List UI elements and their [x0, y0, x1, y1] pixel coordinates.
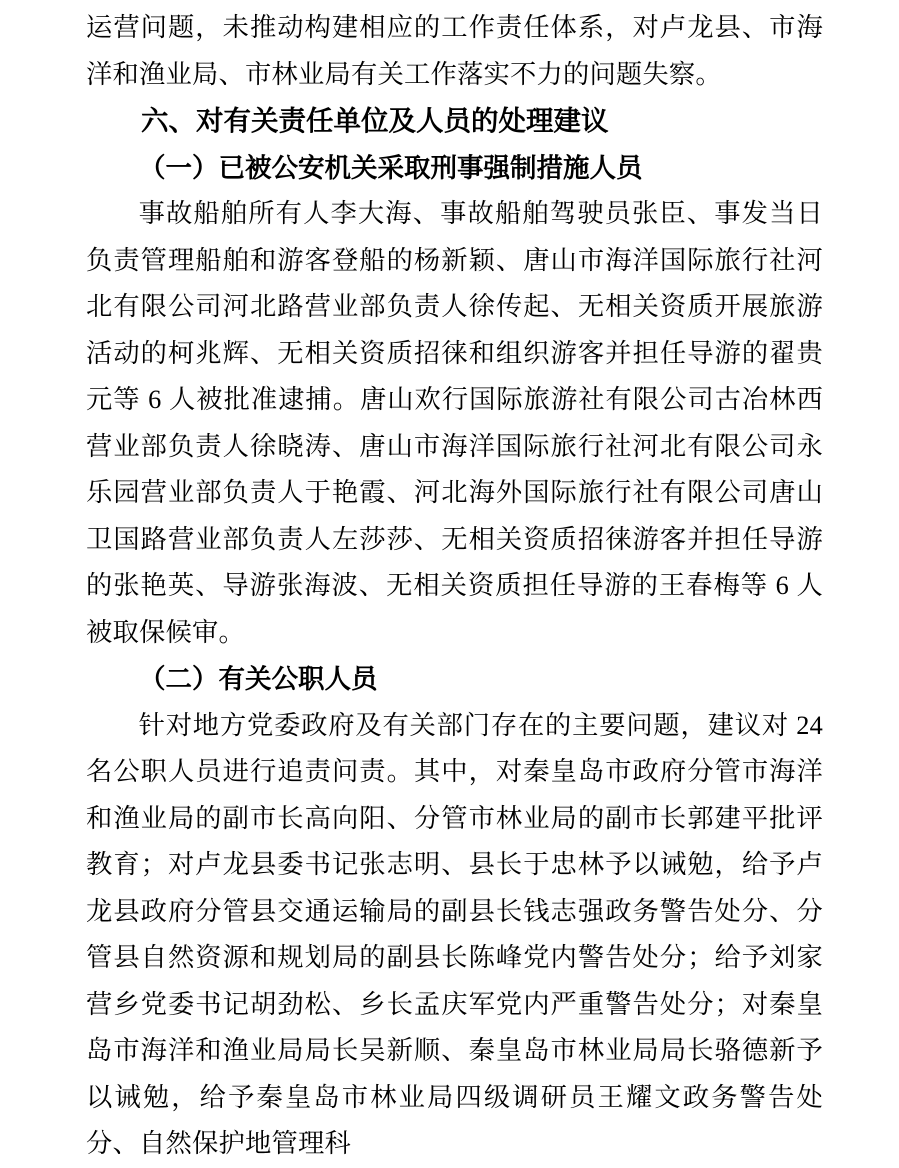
paragraph-continuation: 运营问题，未推动构建相应的工作责任体系，对卢龙县、市海洋和渔业局、市林业局有关工作落实不力的问题失察。 — [86, 13, 823, 89]
subsection-heading-two: （二）有关公职人员 — [139, 664, 378, 694]
paragraph-public-officials: 针对地方党委政府及有关部门存在的主要问题，建议对 24 名公职人员进行追责问责。其中，对秦皇岛市政府分管市海洋和渔业局的副市长高向阳、分管市林业局的副市长郭建平批评教育；对卢龙县委书记张志明、县长于忠林予以诫勉，给予卢龙县政府分管县交通运输局的副县长钱志强政务警告处分、分管县自然资源和规划局的副县长陈峰党内警告处分；给予刘家营乡党委书记胡劲松、乡长孟庆军党内严重警告处分；对秦皇岛市海洋和渔业局局长吴新顺、秦皇岛市林业局局长骆德新予以诫勉，给予秦皇岛市林业局四级调研员王耀文政务警告处分、自然保护地管理科 — [86, 710, 823, 1158]
subsection-heading-one: （一）已被公安机关采取刑事强制措施人员 — [139, 152, 643, 183]
paragraph-criminal-measures: 事故船舶所有人李大海、事故船舶驾驶员张臣、事发当日负责管理船舶和游客登船的杨新颖、唐山市海洋国际旅行社河北有限公司河北路营业部负责人徐传起、无相关资质开展旅游活动的柯兆辉、无相关资质招徕和组织游客并担任导游的翟贵元等 6 人被批准逮捕。唐山欢行国际旅游社有限公司古冶林西营业部负责人徐晓涛、唐山市海洋国际旅行社河北有限公司永乐园营业部负责人于艳霞、河北海外国际旅行社有限公司唐山卫国路营业部负责人左莎莎、无相关资质招徕游客并担任导游的张艳英、导游张海波、无相关资质担任导游的王春梅等 6 人被取保候审。 — [86, 199, 823, 647]
section-heading-six: 六、对有关责任单位及人员的处理建议 — [141, 105, 609, 136]
